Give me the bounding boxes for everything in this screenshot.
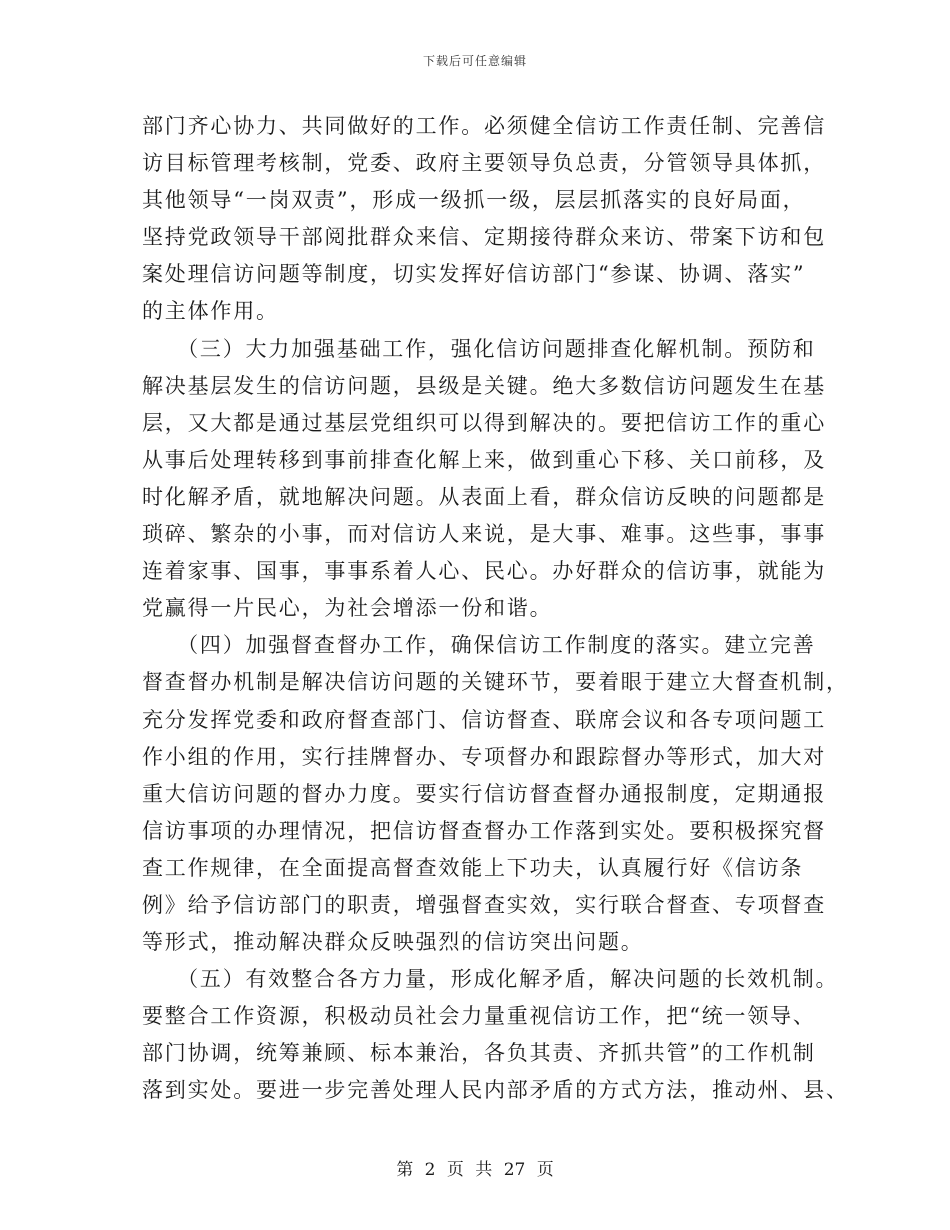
body-line: 落到实处。要进一步完善处理人民内部矛盾的方式方法，推动州、县、 [142, 1078, 849, 1103]
body-line: 作小组的作用，实行挂牌督办、专项督办和跟踪督办等形式，加大对 [142, 744, 826, 769]
body-line: 督查督办机制是解决信访问题的关键环节，要着眼于建立大督查机制， [142, 670, 849, 695]
body-line: 案处理信访问题等制度，切实发挥好信访部门“参谋、协调、落实” [142, 262, 806, 287]
body-line: 查工作规律，在全面提高督查效能上下功夫，认真履行好《信访条 [142, 855, 804, 880]
body-line: 部门协调，统筹兼顾、标本兼治，各负其责、齐抓共管”的工作机制 [142, 1041, 816, 1066]
body-line: 坚持党政领导干部阅批群众来信、定期接待群众来访、带案下访和包 [142, 225, 826, 250]
body-line: 重大信访问题的督办力度。要实行信访督查督办通报制度，定期通报 [142, 781, 826, 806]
body-line: 例》给予信访部门的职责，增强督查实效，实行联合督查、专项督查 [142, 892, 826, 917]
body-line: 其他领导“一岗双责”，形成一级抓一级，层层抓落实的良好局面， [142, 188, 806, 213]
body-line: 部门齐心协力、共同做好的工作。必须健全信访工作责任制、完善信 [142, 114, 826, 138]
body-line: 时化解矛盾，就地解决问题。从表面上看，群众信访反映的问题都是 [142, 484, 826, 509]
body-line: 的主体作用。 [142, 299, 279, 324]
body-line: 等形式，推动解决群众反映强烈的信访突出问题。 [142, 930, 644, 955]
body-line: 从事后处理转移到事前排查化解上来，做到重心下移、关口前移，及 [142, 447, 826, 472]
body-line: （三）大力加强基础工作，强化信访问题排查化解机制。预防和 [142, 336, 816, 361]
body-line: 党赢得一片民心，为社会增添一份和谐。 [142, 596, 553, 621]
body-line: （五）有效整合各方力量，形成化解矛盾，解决问题的长效机制。 [142, 967, 839, 992]
body-line: 访目标管理考核制，党委、政府主要领导负总责，分管领导具体抓， [142, 151, 826, 176]
body-line: 充分发挥党委和政府督查部门、信访督查、联席会议和各专项问题工 [142, 707, 826, 732]
page-header: 下载后可任意编辑 [422, 54, 527, 68]
body-line: （四）加强督查督办工作，确保信访工作制度的落实。建立完善 [142, 633, 816, 658]
body-line: 连着家事、国事，事事系着人心、民心。办好群众的信访事，就能为 [142, 559, 826, 584]
body-line: 层，又大都是通过基层党组织可以得到解决的。要把信访工作的重心 [142, 410, 826, 435]
body-line: 信访事项的办理情况，把信访督查督办工作落到实处。要积极探究督 [142, 818, 826, 843]
body-line: 琐碎、繁杂的小事，而对信访人来说，是大事、难事。这些事，事事 [142, 522, 826, 547]
document-body [142, 108, 849, 1110]
body-line: 要整合工作资源，积极动员社会力量重视信访工作，把“统一领导、 [142, 1004, 816, 1029]
page-number-footer: 第 2 页 共 27 页 [396, 1160, 554, 1180]
body-line: 解决基层发生的信访问题，县级是关键。绝大多数信访问题发生在基 [142, 373, 826, 398]
